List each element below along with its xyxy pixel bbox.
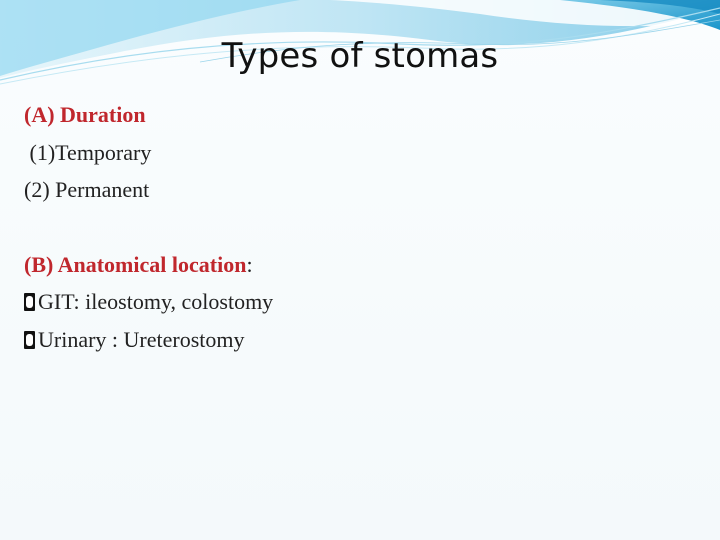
location-item-text: Urinary : Ureterostomy [38,326,245,352]
section-b-heading-row [24,246,684,284]
location-item-text: GIT: ileostomy, colostomy [38,289,274,314]
spacer [24,209,684,246]
section-b-colon: : [246,251,253,277]
duration-item-text: (1)Temporary [29,139,152,165]
section-b-heading: (B) Anatomical location [24,251,247,277]
slide-body [24,96,684,358]
section-a-heading: (A) Duration [24,102,146,127]
slide-title: Types of stomas [221,36,499,76]
location-item-urinary [24,321,684,359]
replacement-glyph-icon [24,331,35,349]
replacement-glyph-icon [24,293,35,311]
location-item-git [24,283,684,321]
duration-item-permanent: (2) Permanent [24,177,150,202]
duration-item-temporary [24,134,684,172]
